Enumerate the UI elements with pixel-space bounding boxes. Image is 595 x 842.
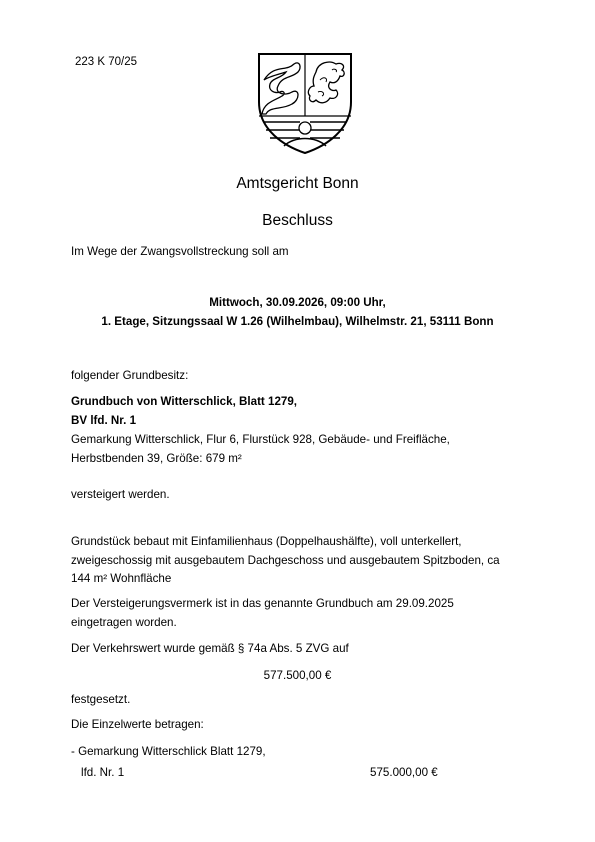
auction-location: 1. Etage, Sitzungssaal W 1.26 (Wilhelmbau), Wilhelmstr. 21, 53111 Bonn [101,315,494,328]
vermerk-line-1: Der Versteigerungsvermerk ist in das genannte Grundbuch am 29.09.2025 [71,597,454,610]
auction-date: Mittwoch, 30.09.2026, 09:00 Uhr, [209,296,386,309]
description-line-1: Grundstück bebaut mit Einfamilienhaus (Doppelhaushälfte), voll unterkellert, [71,535,462,548]
einzelwert-item: - Gemarkung Witterschlick Blatt 1279, [71,745,266,758]
coat-of-arms-crest [256,50,354,156]
einzelwert-lfd: lfd. Nr. 1 [81,766,125,779]
gemarkung-line-2: Herbstbenden 39, Größe: 679 m² [71,452,242,465]
intro-text: Im Wege der Zwangsvollstreckung soll am [71,245,289,258]
case-number: 223 K 70/25 [75,56,138,68]
court-name: Amtsgericht Bonn [236,175,359,192]
description-line-3: 144 m² Wohnfläche [71,572,172,585]
festgesetzt-text: festgesetzt. [71,693,131,706]
einzelwerte-intro: Die Einzelwerte betragen: [71,718,204,731]
grundbuch-line: Grundbuch von Witterschlick, Blatt 1279, [71,395,298,408]
bv-line: BV lfd. Nr. 1 [71,414,137,427]
document-title: Beschluss [262,212,333,229]
description-line-2: zweigeschossig mit ausgebautem Dachgeschoss und ausgebautem Spitzboden, ca [71,554,500,567]
verkehrswert-intro: Der Verkehrswert wurde gemäß § 74a Abs. 5 ZVG auf [71,642,349,655]
gemarkung-line-1: Gemarkung Witterschlick, Flur 6, Flurstück 928, Gebäude- und Freifläche, [71,433,450,446]
verkehrswert-amount: 577.500,00 € [263,669,332,682]
vermerk-line-2: eingetragen worden. [71,616,177,629]
versteigert-text: versteigert werden. [71,488,170,501]
property-intro: folgender Grundbesitz: [71,369,189,382]
einzelwert-amount: 575.000,00 € [370,766,438,779]
